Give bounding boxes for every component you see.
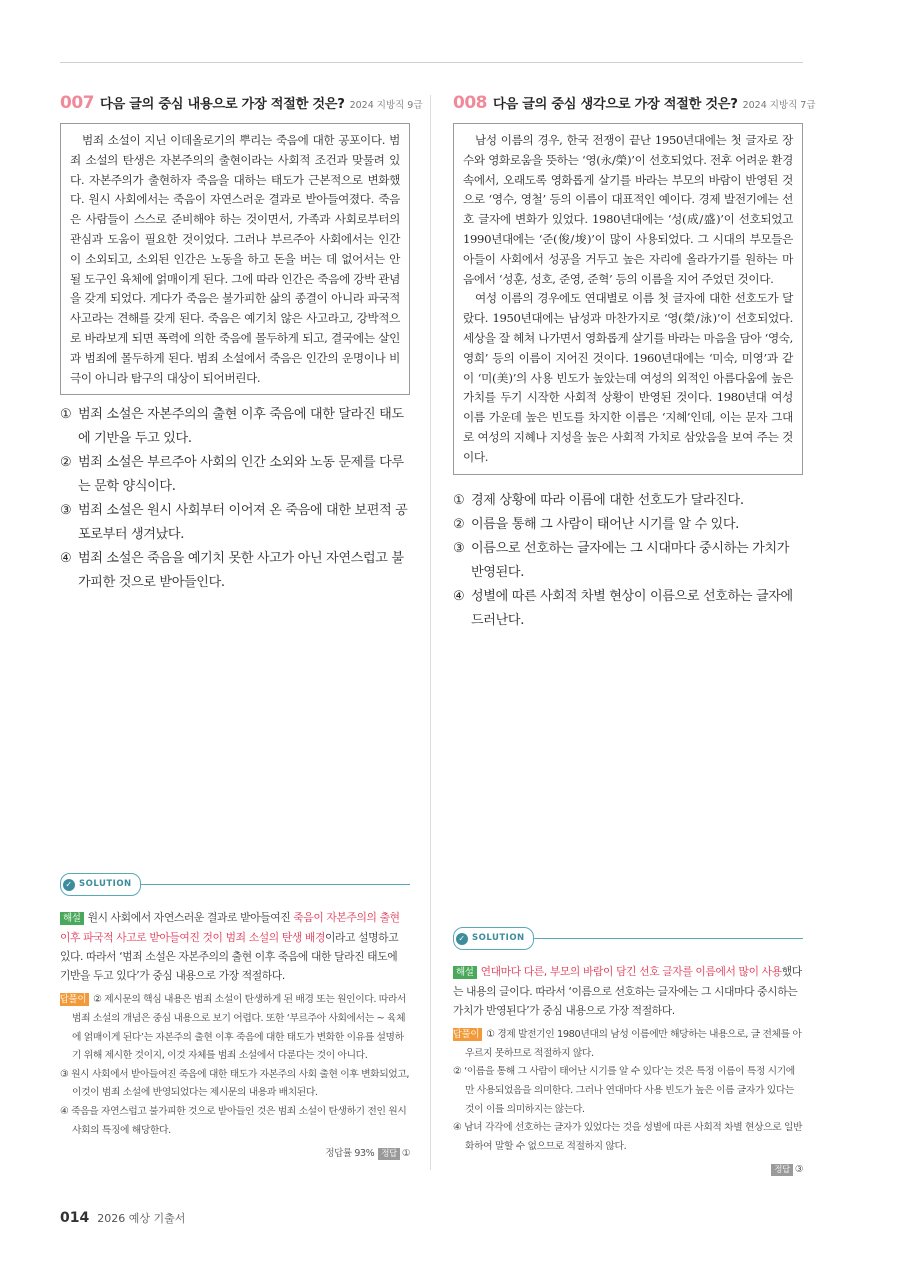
column-divider	[430, 95, 431, 1170]
options-list	[453, 489, 803, 633]
wrong-note-item	[51, 991, 410, 1065]
solution-rule	[141, 884, 410, 885]
answer-line	[453, 1160, 803, 1179]
option-3[interactable]	[453, 537, 803, 585]
explanation-post: 이라고 설명하고 있다. 따라서 ‘범죄 소설은 자본주의의 출현 이후 죽음에 대한 달라진 태도에 기반을 두고 있다’가 중심 내용으로 가장 적절하다.	[60, 930, 399, 983]
option-mark: ④	[60, 551, 72, 567]
solution-badge	[60, 873, 141, 896]
book-title: 2026 예상 기출서	[97, 1212, 186, 1225]
explanation-tag: 해설	[453, 966, 477, 979]
option-mark: ③	[453, 540, 465, 556]
passage-box	[60, 123, 410, 395]
solution-007	[51, 873, 410, 1164]
question-number: 007	[60, 93, 94, 113]
explanation-pre: 원시 사회에서 자연스러운 결과로 받아들여진	[87, 911, 294, 925]
option-text: 이름으로 선호하는 글자에는 그 시대마다 중시하는 가치가 반영된다.	[471, 540, 790, 580]
option-text: 범죄 소설은 원시 사회부터 이어져 온 죽음에 대한 보편적 공포로부터 생겨났다.	[78, 503, 408, 543]
answer-value: ③	[794, 1164, 803, 1176]
question-header	[60, 93, 423, 113]
passage-text: 범죄 소설이 지닌 이데올로기의 뿌리는 죽음에 대한 공포이다. 범죄 소설의 탄생은 자본주의의 출현이라는 사회적 조건과 맞물려 있다. 자본주의가 출현하자 죽음을 대하는 태도가 근본적으로 변화했다. 원시 사회에서는 죽음이 자연스러운 결과로 받아들여졌다. 죽음은 사람들이 스스로 준비해야 하는 것이면서, 가족과 사회로부터의 관심과 도움이 필요한 것이었다. 그러나 부르주아 사회에서는 인간이 소외되고, 소외된 인간은 노동을 하고 돈을 버는 데 없어서는 안 될 도구인 육체에 얽매이게 된다. 그에 따라 인간은 죽음에 강박 관념을 갖게 되었다. 게다가 죽음은 불가피한 삶의 종결이 아니라 파국적 사고라는 견해를 갖게 된다. 죽음은 예기치 않은 사고라고, 강박적으로 바라보게 되면 폭력에 의한 죽음에 몰두하게 되고, 결국에는 살인과 범죄에 몰두하게 된다. 범죄 소설에서 죽음은 인간의 운명이나 비극이 아니라 탐구의 대상이 되어버린다.	[70, 133, 400, 385]
answer-value: ①	[401, 1148, 410, 1160]
solution-header	[60, 873, 410, 896]
question-number: 008	[453, 93, 487, 113]
option-text: 이름을 통해 그 사람이 태어난 시기를 알 수 있다.	[471, 516, 739, 532]
explanation	[60, 908, 410, 985]
solution-008	[444, 927, 803, 1180]
option-mark: ②	[453, 516, 465, 532]
option-1[interactable]	[60, 403, 410, 451]
wrong-note-text: ① 경제 발전기인 1980년대의 남성 이름에만 해당하는 내용으로, 글 전체를 아우르지 못하므로 적절하지 않다.	[465, 1029, 802, 1059]
option-mark: ①	[453, 492, 465, 508]
passage-box	[453, 123, 803, 475]
question-008	[453, 93, 816, 633]
solution-label: SOLUTION	[79, 879, 132, 889]
wrong-answer-tag: 오답풀이	[60, 993, 89, 1006]
option-mark: ①	[60, 407, 72, 423]
answer-line	[60, 1144, 410, 1163]
solution-rule	[534, 938, 803, 939]
check-icon: ✓	[63, 879, 75, 891]
wrong-note-item	[60, 1103, 410, 1140]
wrong-note-item	[453, 1119, 803, 1156]
option-2[interactable]	[60, 451, 410, 499]
option-text: 경제 상황에 따라 이름에 대한 선호도가 달라진다.	[471, 492, 744, 508]
wrong-note-item	[60, 1066, 410, 1103]
option-mark: ③	[60, 503, 72, 519]
explanation-post: 했다는 내용의 글이다. 따라서 ‘이름으로 선호하는 글자에는 그 시대마다 중시하는 가치가 반영된다’가 중심 내용으로 가장 적절하다.	[453, 965, 802, 1017]
option-mark: ④	[453, 588, 465, 604]
wrong-note-text: ④ 남녀 각각에 선호하는 글자가 있었다는 것을 성별에 따른 사회적 차별 현상으로 일반화하여 말할 수 없으므로 적절하지 않다.	[453, 1122, 803, 1152]
solution-badge	[453, 927, 534, 950]
check-icon: ✓	[456, 933, 468, 945]
top-rule	[60, 62, 803, 63]
wrong-note-item	[453, 1063, 803, 1119]
question-source: 2024 지방직 7급	[742, 100, 816, 111]
option-mark: ②	[60, 455, 72, 471]
option-text: 범죄 소설은 부르주아 사회의 인간 소외와 노동 문제를 다루는 문학 양식이다.	[78, 455, 404, 495]
question-source: 2024 지방직 9급	[349, 100, 423, 111]
explanation	[453, 962, 803, 1020]
option-3[interactable]	[60, 499, 410, 547]
page-footer	[60, 1210, 185, 1226]
option-text: 범죄 소설은 자본주의의 출현 이후 죽음에 대한 달라진 태도에 기반을 두고 있다.	[78, 407, 404, 447]
wrong-note-text: ③ 원시 사회에서 받아들여진 죽음에 대한 태도가 자본주의 사회 출현 이후 변화되었고, 이것이 범죄 소설에 반영되었다는 제시문의 내용과 배치된다.	[60, 1068, 410, 1099]
passage-paragraph-2: 여성 이름의 경우에도 연대별로 이름 첫 글자에 대한 선호도가 달랐다. 1950년대에는 남성과 마찬가지로 ‘영(榮/泳)’이 선호되었다. 세상을 잘 헤쳐 나가면서 영화롭게 살기를 바라는 마음을 담아 ‘영숙, 영희’ 등의 이름이 지어진 것이다. 1960년대에는 ‘미숙, 미영’과 같이 ‘미(美)’의 사용 빈도가 높았는데 여성의 외적인 아름다움에 높은 가치를 두기 시작한 사회적 상황이 반영된 것이다. 1980년대 여성 이름 가운데 높은 빈도를 차지한 이름은 ‘지혜’인데, 이는 문자 그대로 여성의 지혜나 지성을 높은 사회적 가치로 삼았음을 보여 주는 것이다.	[463, 291, 793, 464]
answer-tag: 정답	[771, 1164, 793, 1176]
option-2[interactable]	[453, 513, 803, 537]
answer-tag: 정답	[378, 1148, 400, 1160]
wrong-answer-notes	[444, 1026, 803, 1156]
question-007	[60, 93, 423, 595]
option-4[interactable]	[453, 585, 803, 633]
question-header	[453, 93, 816, 113]
correct-rate: 정답률 93%	[325, 1148, 375, 1160]
explanation-highlight: 연대마다 다른, 부모의 바람이 담긴 선호 글자를 이름에서 많이 사용	[480, 965, 782, 979]
option-text: 성별에 따른 사회적 차별 현상이 이름으로 선호하는 글자에 드러난다.	[471, 588, 793, 628]
wrong-note-text: ④ 죽음을 자연스럽고 불가피한 것으로 받아들인 것은 범죄 소설이 탄생하기 전인 원시 사회의 특징에 해당한다.	[60, 1106, 407, 1136]
wrong-answer-tag: 오답풀이	[453, 1028, 482, 1041]
solution-label: SOLUTION	[472, 933, 525, 943]
wrong-note-text: ② ‘이름을 통해 그 사람이 태어난 시기를 알 수 있다’는 것은 특정 이름이 특정 시기에만 사용되었음을 의미한다. 그러나 연대마다 사용 빈도가 높은 이름 글자가 있다는 것이 이를 의미하지는 않는다.	[453, 1066, 795, 1115]
wrong-note-item	[444, 1026, 803, 1063]
wrong-note-text: ② 제시문의 핵심 내용은 범죄 소설이 탄생하게 된 배경 또는 원인이다. 따라서 범죄 소설의 개념은 중심 내용으로 보기 어렵다. 또한 ‘부르주아 사회에서는 ~ 육체에 얽매이게 된다’는 자본주의 출현 이후 죽음에 대한 태도가 변화한 이유를 설명하기 위해 제시한 것이지, 이것 자체를 범죄 소설에서 다룬다는 것이 아니다.	[72, 994, 406, 1062]
options-list	[60, 403, 410, 595]
wrong-answer-notes	[51, 991, 410, 1140]
option-4[interactable]	[60, 547, 410, 595]
explanation-tag: 해설	[60, 912, 84, 925]
question-title: 다음 글의 중심 생각으로 가장 적절한 것은?	[493, 97, 738, 112]
option-text: 범죄 소설은 죽음을 예기치 못한 사고가 아닌 자연스럽고 불가피한 것으로 받아들인다.	[78, 551, 404, 591]
question-title: 다음 글의 중심 내용으로 가장 적절한 것은?	[100, 97, 345, 112]
option-1[interactable]	[453, 489, 803, 513]
solution-header	[453, 927, 803, 950]
explanation-highlight: 죽음이 자본주의의 출현 이후 파국적 사고로 받아들여진 것이 범죄 소설의 탄생 배경	[60, 911, 400, 944]
page-number: 014	[60, 1210, 90, 1226]
passage-paragraph-1: 남성 이름의 경우, 한국 전쟁이 끝난 1950년대에는 첫 글자로 장수와 영화로움을 뜻하는 ‘영(永/榮)’이 선호되었다. 전후 어려운 환경 속에서, 오래도록 영화롭게 살기를 바라는 부모의 바람이 반영된 것으로 ‘영수, 영철’ 등의 이름이 대표적인 예이다. 경제 발전기에는 선호 글자에 변화가 있었다. 1980년대에는 ‘성(成/盛)’이 선호되었고 1990년대에는 ‘준(俊/埈)’이 많이 사용되었다. 그 시대의 부모들은 아들이 사회에서 성공을 거두고 높은 자리에 올라가기를 원하는 마음에서 ‘성훈, 성호, 준영, 준혁’ 등의 이름을 지어 주었던 것이다.	[463, 133, 793, 286]
